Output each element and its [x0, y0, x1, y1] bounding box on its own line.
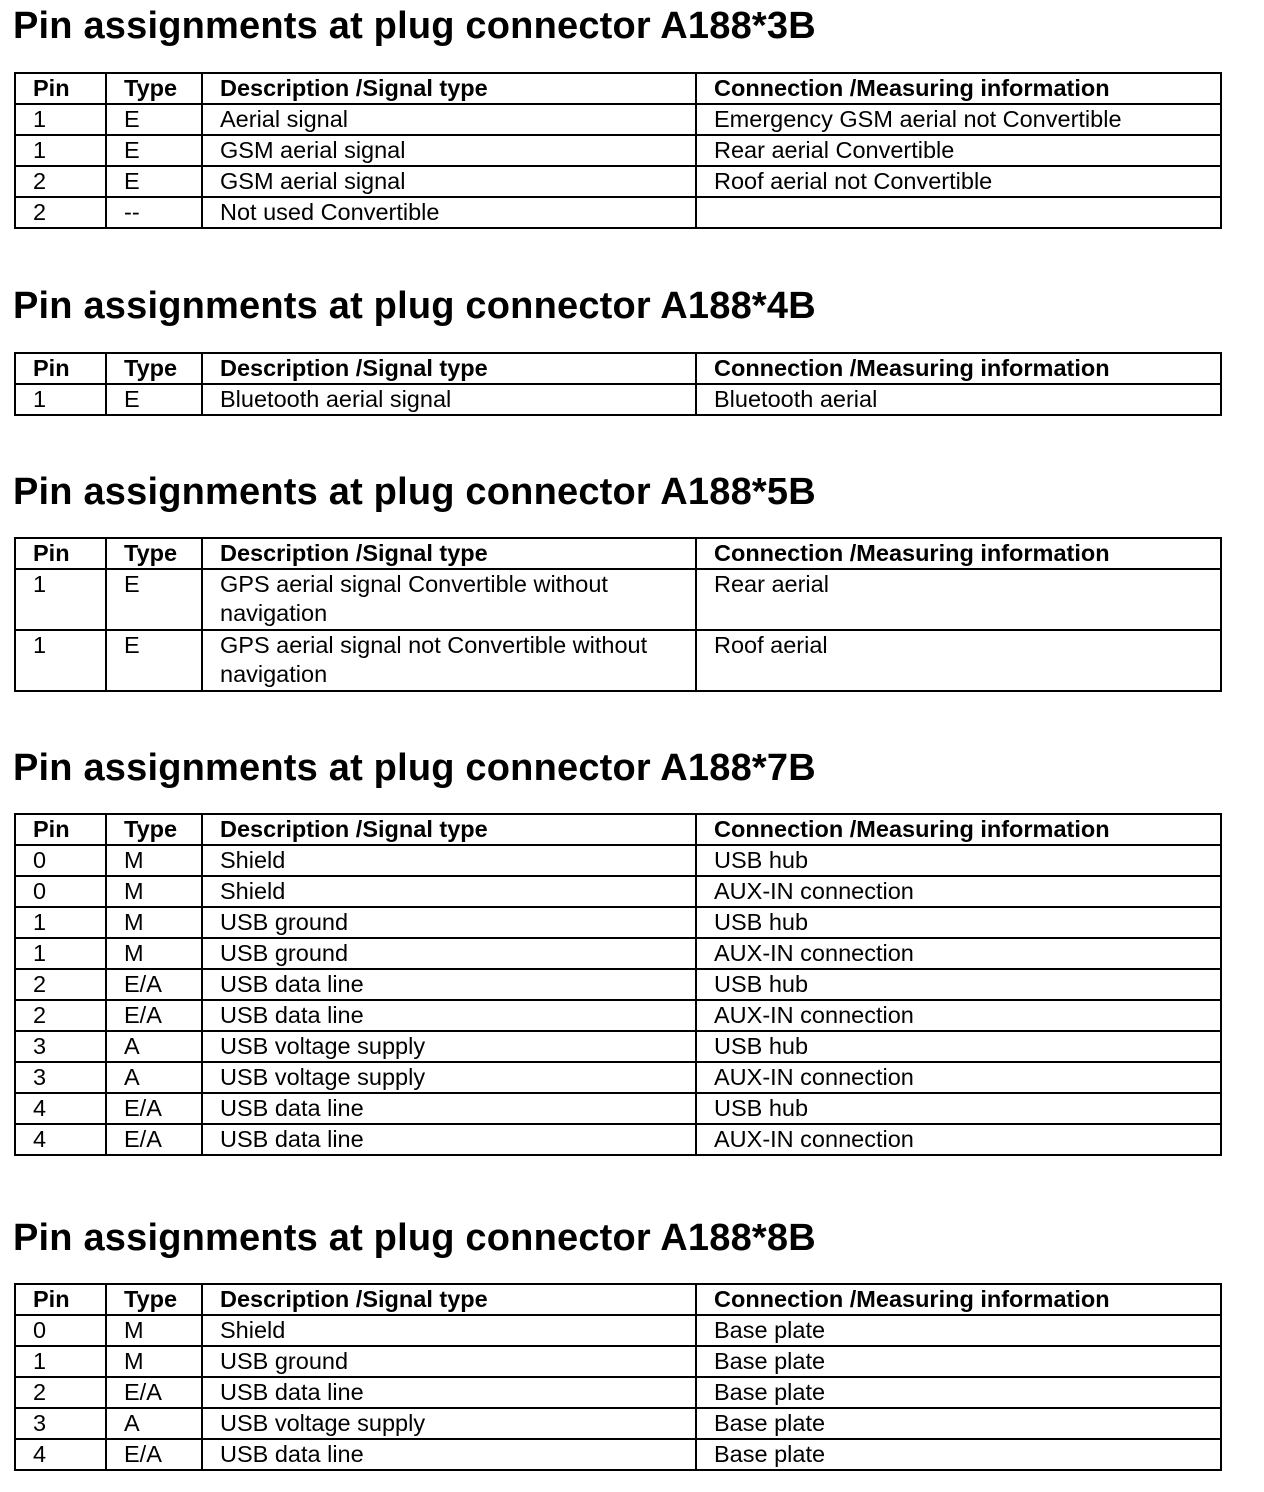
- connection-cell: USB hub: [696, 907, 1221, 938]
- type-cell: A: [106, 1408, 202, 1439]
- type-cell: M: [106, 1315, 202, 1346]
- pin-cell: 2: [15, 969, 106, 1000]
- description-cell: GSM aerial signal: [202, 135, 696, 166]
- type-cell: M: [106, 876, 202, 907]
- description-cell: Shield: [202, 876, 696, 907]
- type-cell: M: [106, 845, 202, 876]
- type-cell: E/A: [106, 1439, 202, 1470]
- type-cell: --: [106, 197, 202, 228]
- description-cell: USB data line: [202, 969, 696, 1000]
- connection-cell: Base plate: [696, 1377, 1221, 1408]
- pin-cell: 1: [15, 569, 106, 630]
- pin-cell: 1: [15, 1346, 106, 1377]
- pin-table: [14, 813, 1222, 1156]
- connection-cell: Rear aerial: [696, 569, 1221, 630]
- connection-cell: Roof aerial not Convertible: [696, 166, 1221, 197]
- table-row: [15, 845, 1221, 876]
- connection-cell: Base plate: [696, 1346, 1221, 1377]
- pin-table: [14, 72, 1222, 229]
- type-cell: E: [106, 166, 202, 197]
- description-cell: USB ground: [202, 1346, 696, 1377]
- table-header-row: [15, 814, 1221, 845]
- connection-cell: USB hub: [696, 1031, 1221, 1062]
- table-row: [15, 1031, 1221, 1062]
- section-title: Pin assignments at plug connector A188*7B: [13, 747, 816, 789]
- table-row: [15, 104, 1221, 135]
- connection-cell: [696, 197, 1221, 228]
- table-row: [15, 166, 1221, 197]
- pin-cell: 2: [15, 197, 106, 228]
- description-cell: Shield: [202, 845, 696, 876]
- type-cell: E/A: [106, 1093, 202, 1124]
- description-cell: USB data line: [202, 1000, 696, 1031]
- connection-cell: USB hub: [696, 969, 1221, 1000]
- connection-cell: AUX-IN connection: [696, 876, 1221, 907]
- section-title: Pin assignments at plug connector A188*5B: [13, 471, 816, 513]
- type-cell: A: [106, 1031, 202, 1062]
- description-cell: Shield: [202, 1315, 696, 1346]
- connection-cell: AUX-IN connection: [696, 938, 1221, 969]
- description-cell: GSM aerial signal: [202, 166, 696, 197]
- column-header-description: Description /Signal type: [202, 1284, 696, 1315]
- description-cell: USB data line: [202, 1439, 696, 1470]
- description-cell: USB voltage supply: [202, 1031, 696, 1062]
- column-header-description: Description /Signal type: [202, 538, 696, 569]
- column-header-connection: Connection /Measuring information: [696, 814, 1221, 845]
- section-title: Pin assignments at plug connector A188*8B: [13, 1217, 816, 1259]
- table-row: [15, 1000, 1221, 1031]
- description-cell: USB data line: [202, 1124, 696, 1155]
- description-cell: Aerial signal: [202, 104, 696, 135]
- column-header-description: Description /Signal type: [202, 814, 696, 845]
- description-cell: USB voltage supply: [202, 1408, 696, 1439]
- pin-cell: 4: [15, 1439, 106, 1470]
- column-header-connection: Connection /Measuring information: [696, 538, 1221, 569]
- description-cell: GPS aerial signal not Convertible without navigation: [202, 630, 696, 691]
- column-header-connection: Connection /Measuring information: [696, 353, 1221, 384]
- description-cell: USB data line: [202, 1377, 696, 1408]
- table-header-row: [15, 73, 1221, 104]
- type-cell: E: [106, 630, 202, 691]
- table-row: [15, 1377, 1221, 1408]
- pin-table: [14, 352, 1222, 416]
- column-header-type: Type: [106, 353, 202, 384]
- table-row: [15, 569, 1221, 630]
- pin-cell: 1: [15, 938, 106, 969]
- table-header-row: [15, 1284, 1221, 1315]
- column-header-pin: Pin: [15, 814, 106, 845]
- column-header-pin: Pin: [15, 353, 106, 384]
- table-row: [15, 876, 1221, 907]
- column-header-pin: Pin: [15, 538, 106, 569]
- table-row: [15, 938, 1221, 969]
- connection-cell: AUX-IN connection: [696, 1062, 1221, 1093]
- column-header-type: Type: [106, 538, 202, 569]
- column-header-pin: Pin: [15, 73, 106, 104]
- column-header-type: Type: [106, 814, 202, 845]
- connection-cell: AUX-IN connection: [696, 1000, 1221, 1031]
- pin-cell: 1: [15, 135, 106, 166]
- connection-cell: Emergency GSM aerial not Convertible: [696, 104, 1221, 135]
- type-cell: E: [106, 384, 202, 415]
- column-header-type: Type: [106, 73, 202, 104]
- column-header-type: Type: [106, 1284, 202, 1315]
- connection-cell: USB hub: [696, 1093, 1221, 1124]
- column-header-connection: Connection /Measuring information: [696, 73, 1221, 104]
- connection-cell: Rear aerial Convertible: [696, 135, 1221, 166]
- table-header-row: [15, 538, 1221, 569]
- pin-table: [14, 1283, 1222, 1471]
- type-cell: A: [106, 1062, 202, 1093]
- description-cell: GPS aerial signal Convertible without navigation: [202, 569, 696, 630]
- table-row: [15, 1439, 1221, 1470]
- column-header-pin: Pin: [15, 1284, 106, 1315]
- connection-cell: Bluetooth aerial: [696, 384, 1221, 415]
- pin-cell: 3: [15, 1031, 106, 1062]
- table-row: [15, 1093, 1221, 1124]
- table-row: [15, 384, 1221, 415]
- description-cell: USB ground: [202, 938, 696, 969]
- connection-cell: Roof aerial: [696, 630, 1221, 691]
- description-cell: USB data line: [202, 1093, 696, 1124]
- description-cell: USB voltage supply: [202, 1062, 696, 1093]
- pin-cell: 1: [15, 630, 106, 691]
- type-cell: E/A: [106, 969, 202, 1000]
- table-row: [15, 1315, 1221, 1346]
- type-cell: E/A: [106, 1000, 202, 1031]
- type-cell: E/A: [106, 1377, 202, 1408]
- pin-cell: 0: [15, 1315, 106, 1346]
- connection-cell: Base plate: [696, 1408, 1221, 1439]
- pin-cell: 3: [15, 1062, 106, 1093]
- connection-cell: Base plate: [696, 1315, 1221, 1346]
- pin-cell: 0: [15, 876, 106, 907]
- pin-cell: 2: [15, 1377, 106, 1408]
- pin-cell: 4: [15, 1124, 106, 1155]
- pin-cell: 0: [15, 845, 106, 876]
- pin-cell: 3: [15, 1408, 106, 1439]
- description-cell: Not used Convertible: [202, 197, 696, 228]
- pin-cell: 1: [15, 104, 106, 135]
- table-row: [15, 630, 1221, 691]
- pin-cell: 2: [15, 1000, 106, 1031]
- type-cell: E: [106, 569, 202, 630]
- column-header-description: Description /Signal type: [202, 73, 696, 104]
- section-title: Pin assignments at plug connector A188*4B: [13, 285, 816, 327]
- table-row: [15, 1346, 1221, 1377]
- description-cell: Bluetooth aerial signal: [202, 384, 696, 415]
- table-row: [15, 969, 1221, 1000]
- pin-table: [14, 537, 1222, 692]
- type-cell: M: [106, 907, 202, 938]
- table-row: [15, 197, 1221, 228]
- type-cell: E: [106, 104, 202, 135]
- table-row: [15, 135, 1221, 166]
- section-title: Pin assignments at plug connector A188*3B: [13, 5, 816, 47]
- pin-cell: 4: [15, 1093, 106, 1124]
- table-row: [15, 1124, 1221, 1155]
- table-row: [15, 1408, 1221, 1439]
- column-header-connection: Connection /Measuring information: [696, 1284, 1221, 1315]
- type-cell: E/A: [106, 1124, 202, 1155]
- connection-cell: Base plate: [696, 1439, 1221, 1470]
- column-header-description: Description /Signal type: [202, 353, 696, 384]
- pin-cell: 1: [15, 907, 106, 938]
- type-cell: E: [106, 135, 202, 166]
- table-row: [15, 1062, 1221, 1093]
- type-cell: M: [106, 938, 202, 969]
- table-header-row: [15, 353, 1221, 384]
- pin-cell: 1: [15, 384, 106, 415]
- connection-cell: AUX-IN connection: [696, 1124, 1221, 1155]
- table-row: [15, 907, 1221, 938]
- description-cell: USB ground: [202, 907, 696, 938]
- pin-cell: 2: [15, 166, 106, 197]
- connection-cell: USB hub: [696, 845, 1221, 876]
- type-cell: M: [106, 1346, 202, 1377]
